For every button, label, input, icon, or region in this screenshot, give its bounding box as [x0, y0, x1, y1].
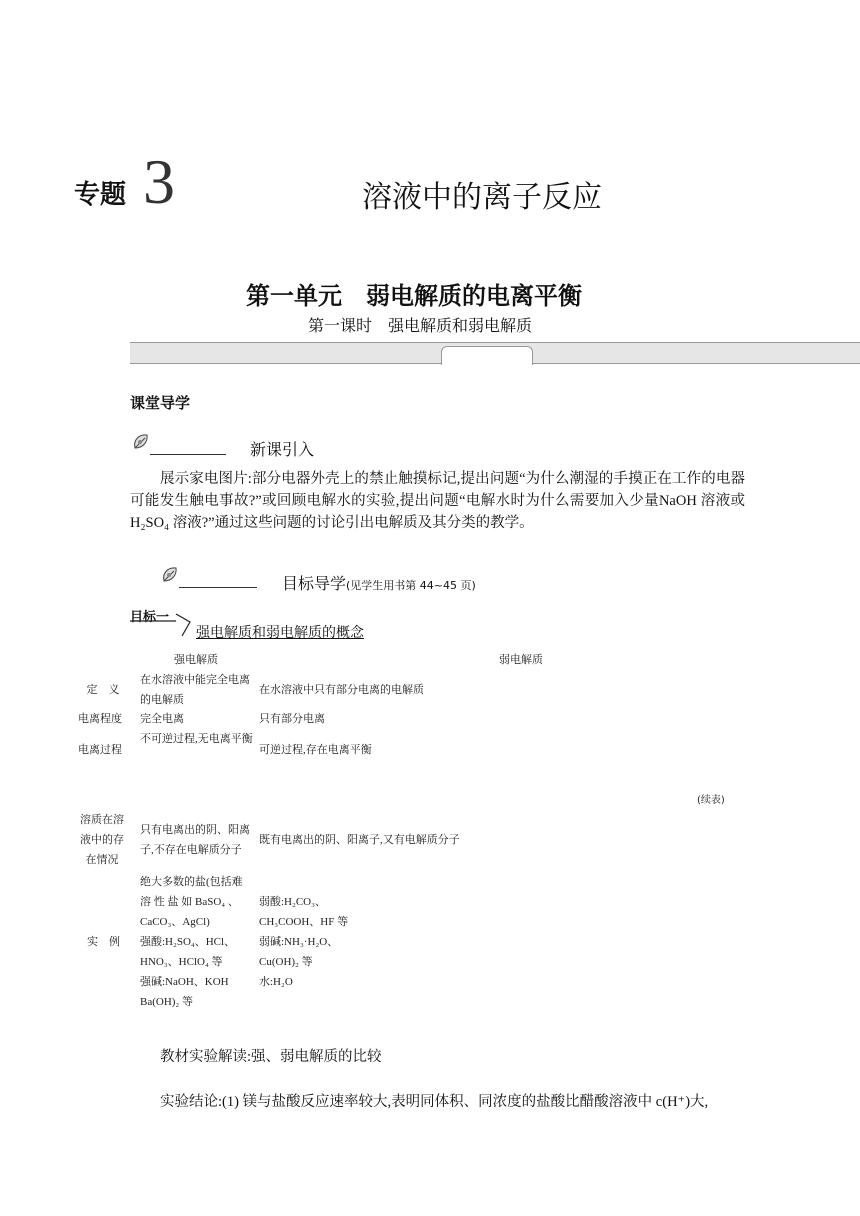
cell-strong: 在水溶液中能完全电离的电解质: [140, 674, 250, 706]
example-line: HNO₃、HClO₄ 等: [140, 956, 223, 968]
row-label: 定 义: [86, 684, 120, 696]
experiment-conclusion: 实验结论:(1) 镁与盐酸反应速率较大,表明同体积、同浓度的盐酸比醋酸溶液中 c(H⁺)大,: [160, 1094, 709, 1110]
example-line: 溶 性 盐 如 BaSO₄ 、: [140, 896, 239, 908]
intro-text: 展示家电图片:部分电器外壳上的禁止触摸标记,提出问题“为什么潮湿的手摸正在工作的电器可能发生触电事故?”或回顾电解水的实验,提出问题“电解水时为什么需要加入少量NaOH 溶液或 H₂SO₄ 溶液?”通过这些问题的讨论引出电解质及其分类的教学。: [130, 471, 745, 531]
cell-strong: 只有电离出的阴、阳离子,不存在电解质分子: [140, 824, 250, 856]
row-label: 电离过程: [78, 744, 122, 756]
cell-weak: 既有电离出的阴、阳离子,又有电解质分子: [259, 834, 460, 846]
row-label: 电离程度: [78, 713, 122, 725]
section-heading: 课堂导学: [130, 394, 191, 412]
example-line: 强酸:H₂SO₄、HCl、: [140, 936, 236, 948]
cell-weak: 可逆过程,存在电离平衡: [259, 744, 372, 756]
example-line: 弱酸:H₂CO₃、: [259, 896, 326, 908]
cell-weak-examples: [259, 892, 379, 992]
example-line: CH₃COOH、HF 等: [259, 916, 349, 928]
experiment-heading: 教材实验解读:强、弱电解质的比较: [160, 1049, 382, 1065]
goals-heading-text: 目标导学: [282, 576, 347, 593]
continued-note: (续表): [697, 795, 725, 806]
row-label: 溶质在溶液中的存在情况: [80, 814, 124, 866]
goal-one-title: 强电解质和弱电解质的概念: [196, 625, 364, 641]
topic-number: 3: [143, 146, 175, 217]
cell-strong: 不可逆过程,无电离平衡: [140, 733, 253, 745]
example-line: 水:H₂O: [259, 976, 293, 988]
cell-weak: 只有部分电离: [259, 713, 325, 725]
intro-heading: 新课引入: [250, 442, 315, 459]
example-line: CaCO₃、AgCl): [140, 916, 210, 928]
cell-strong-examples: [140, 872, 256, 1012]
topic-label: 专题: [74, 180, 127, 210]
example-line: 弱碱:NH₃·H₂O、: [259, 936, 339, 948]
header-strong: 强电解质: [174, 654, 218, 666]
example-line: 绝大多数的盐(包括难: [140, 876, 243, 888]
header-weak: 弱电解质: [499, 654, 543, 666]
lesson-title: 第一课时 强电解质和弱电解质: [308, 316, 533, 335]
cell-strong: 完全电离: [140, 713, 184, 725]
row-label: 实 例: [87, 936, 120, 948]
unit-title: 第一单元 弱电解质的电离平衡: [246, 282, 582, 310]
example-line: Ba(OH)₂ 等: [140, 996, 194, 1008]
goal-badge-text: 目标一: [130, 610, 170, 625]
cell-weak: 在水溶液中只有部分电离的电解质: [259, 684, 424, 696]
goals-note: (见学生用书第 44~45 页): [346, 579, 476, 592]
example-line: 强碱:NaOH、KOH: [140, 976, 229, 988]
topic-title: 溶液中的离子反应: [362, 180, 602, 215]
example-line: Cu(OH)₂ 等: [259, 956, 313, 968]
